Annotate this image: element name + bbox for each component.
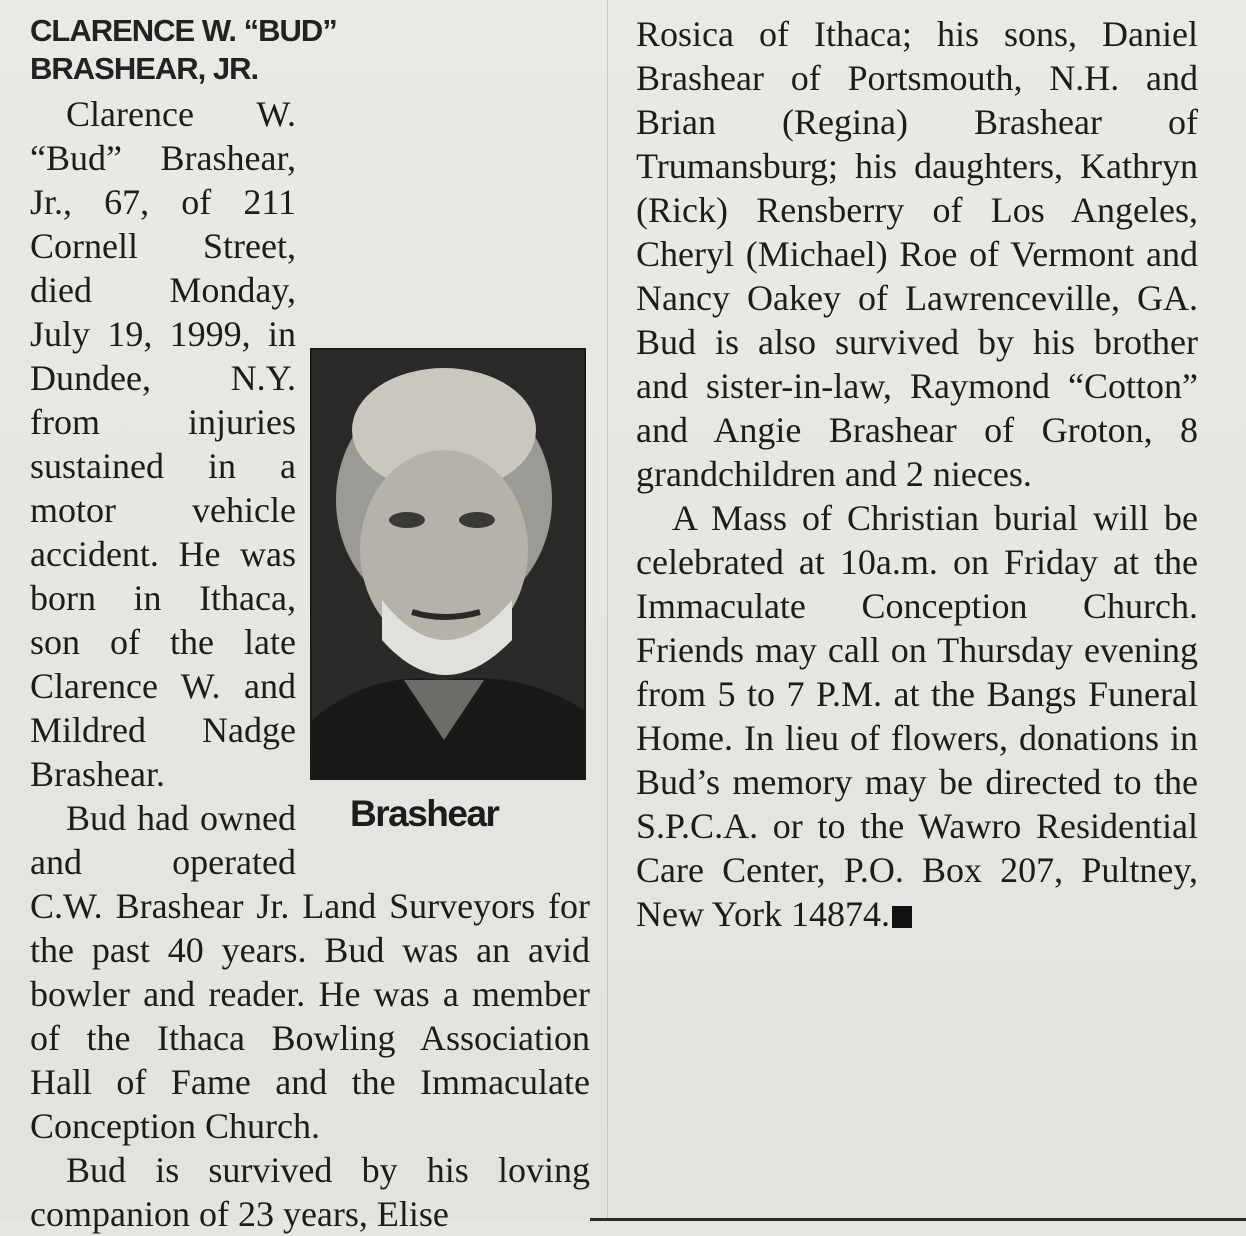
headline-line-2: BRASHEAR, JR. — [30, 51, 259, 86]
obituary-headline — [30, 12, 590, 88]
paragraph-survivors-cont: Rosica of Ithaca; his sons, Daniel Brashear of Portsmouth, N.H. and Brian (Regina) Brashear of Trumansburg; his daughters, Kathryn (Rick) Rensberry of Los Angeles, Cheryl (Michael) Roe of Vermont and Nancy Oakey of Lawrenceville, GA. Bud is also survived by his brother and sister-in-law, Raymond “Cotton” and Angie Brashear of Groton, 8 grandchildren and 2 nieces. — [636, 14, 1198, 494]
paragraph-survivors-start: Bud is survived by his loving companion of 23 years, Elise — [30, 1150, 590, 1234]
paragraph-career: Bud had owned and operated C.W. Brashear Jr. Land Surveyors for the past 40 years. Bud was an avid bowler and reader. He was a member of the Ithaca Bowling Association Hall of Fame and the Immaculate Conception Church. — [30, 798, 590, 1146]
paragraph-services-text: A Mass of Christian burial will be celebrated at 10a.m. on Friday at the Immaculate Conception Church. Friends may call on Thursday evening from 5 to 7 P.M. at the Bangs Funeral Home. In lieu of flowers, donations in Bud’s memory may be directed to the S.P.C.A. or to the Wawro Residential Care Center, P.O. Box 207, Pultney, New York 14874. — [636, 498, 1198, 934]
right-column — [636, 12, 1198, 936]
paragraph-intro — [30, 92, 590, 834]
column-rule — [607, 0, 608, 1221]
portrait-image — [312, 350, 584, 778]
portrait-photo — [310, 348, 586, 780]
end-mark-icon — [892, 906, 912, 928]
photo-caption: Brashear — [350, 793, 499, 834]
headline-line-1: CLARENCE W. “BUD” — [30, 13, 337, 48]
left-column — [30, 12, 590, 1236]
paragraph-services — [636, 496, 1198, 936]
paragraph-intro-text: Clarence W. “Bud” Brashear, Jr., 67, of 211 Cornell Street, died Monday, July 19, 1999, in Dundee, N.Y. from injuries sustained in a motor vehicle accident. He was born in Ithaca, son of the late Clarence W. and Mildred Nadge Brashear. — [30, 94, 296, 794]
photo-block — [310, 348, 606, 853]
